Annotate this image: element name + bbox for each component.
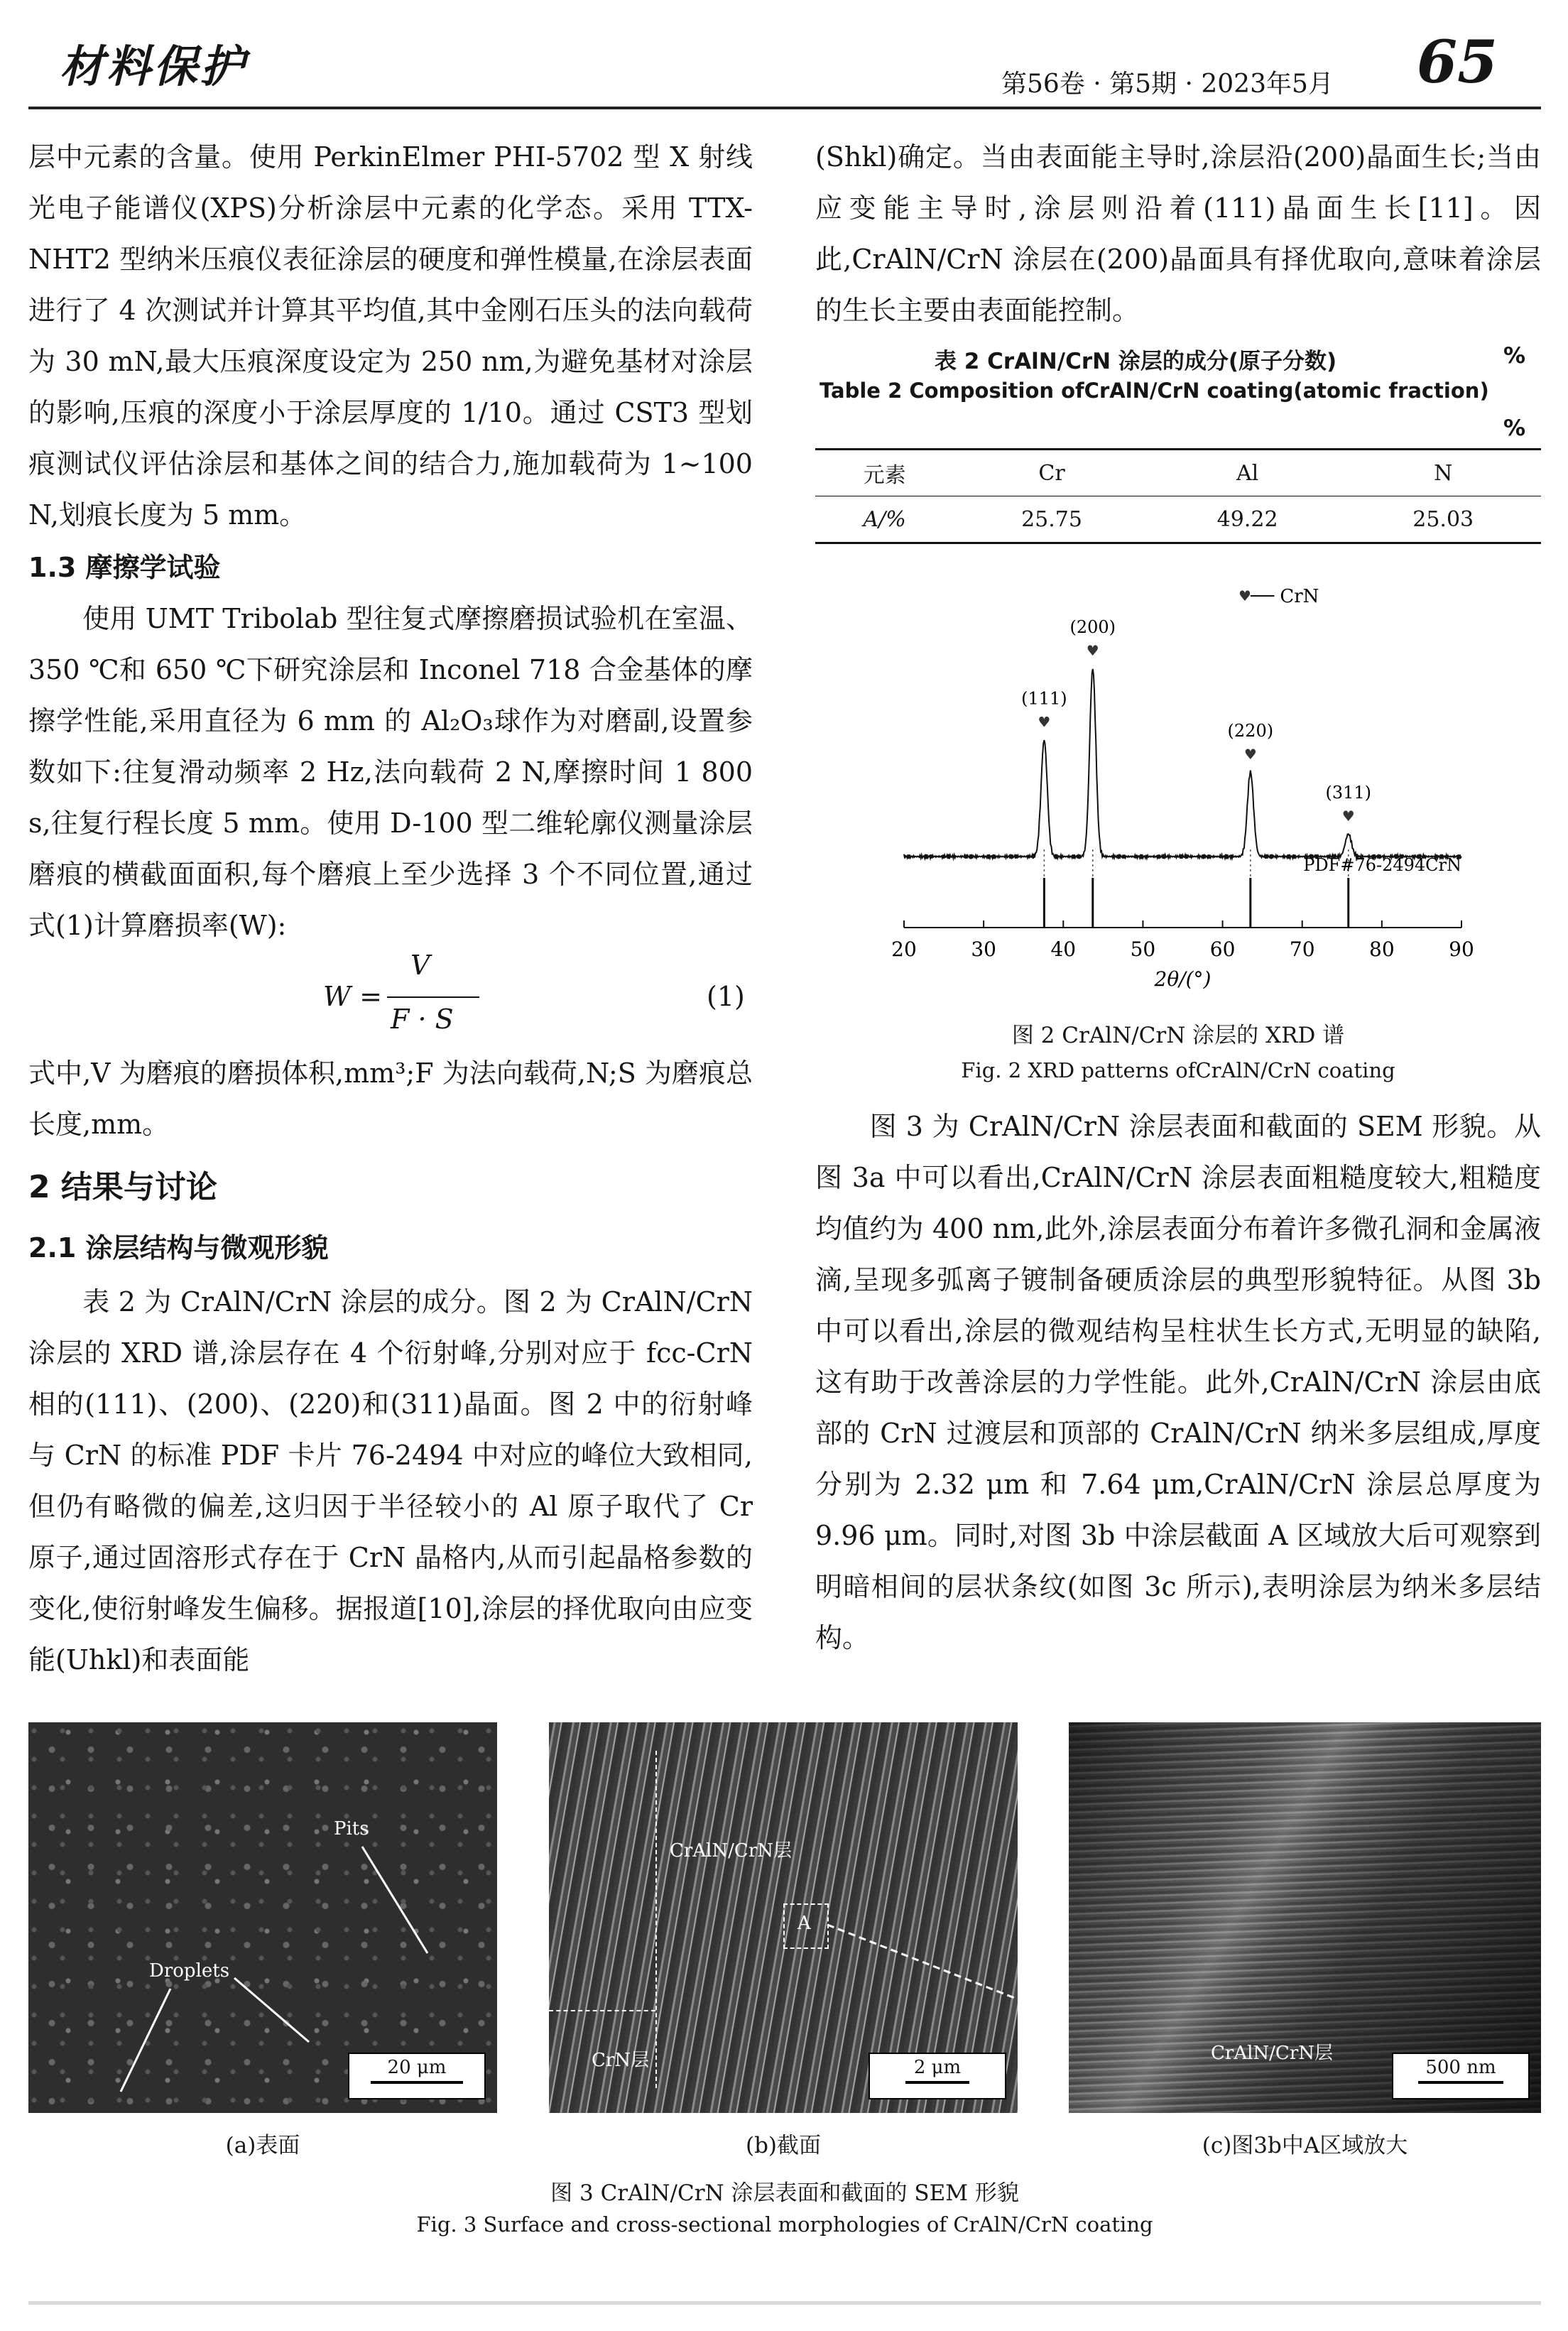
x-tick-label: 50 xyxy=(1130,938,1156,961)
region-a-label: A xyxy=(797,1913,811,1934)
legend-marker-icon: ♥ xyxy=(1238,587,1251,604)
header-rule xyxy=(28,107,1541,109)
table-cell: 25.03 xyxy=(1412,506,1474,532)
x-tick-label: 30 xyxy=(971,938,996,961)
table-header: 元素 xyxy=(863,463,906,488)
eq-fraction-bar xyxy=(387,996,479,998)
table-title-cn: 表 2 CrAlN/CrN 涂层的成分(原子分数) xyxy=(935,349,1337,374)
x-tick-label: 60 xyxy=(1209,938,1236,961)
scale-label: 2 μm xyxy=(913,2057,962,2078)
figure-2-caption-cn: 图 2 CrAlN/CrN 涂层的 XRD 谱 xyxy=(1011,1023,1345,1048)
issue-info: 第56卷 · 第5期 · 2023年5月 xyxy=(1001,70,1334,99)
coating-arrow-line xyxy=(655,1751,657,2088)
section-title-2: 2 结果与讨论 xyxy=(28,1169,217,1205)
scale-line xyxy=(1418,2081,1503,2084)
x-tick-label: 20 xyxy=(891,938,917,961)
figure-3-caption-en: Fig. 3 Surface and cross-sectional morphologies of CrAlN/CrN coating xyxy=(416,2212,1153,2237)
scale-bar xyxy=(1392,2053,1530,2099)
peak-marker-icon: ♥ xyxy=(1038,713,1051,731)
crn-layer-label: CrN层 xyxy=(592,2050,650,2071)
table-header: N xyxy=(1434,460,1453,486)
table-2 xyxy=(815,343,1541,544)
composition-table xyxy=(815,450,1541,542)
x-tick-label: 80 xyxy=(1369,938,1395,961)
eq-numerator: V xyxy=(410,950,430,981)
scale-label: 500 nm xyxy=(1425,2057,1496,2078)
scale-label: 20 μm xyxy=(387,2057,447,2078)
paragraph: 使用 UMT Tribolab 型往复式摩擦磨损试验机在室温、350 ℃和 650 ℃下研究涂层和 Inconel 718 合金基体的摩擦学性能,采用直径为 6 mm 的 Al₂O₃球作为对磨副,设置参数如下:往复滑动频率 2 Hz,法向载荷 2 N,摩擦时间 1 800 s,往复行程长度 5 mm。使用 D-100 型二维轮廓仪测量涂层磨痕的横截面面积,每个磨痕上至少选择 3 个不同位置,通过式(1)计算磨损率(W): xyxy=(28,603,753,941)
scale-line xyxy=(905,2081,969,2084)
table-unit-en: % xyxy=(1503,415,1525,441)
pits-label: Pits xyxy=(334,1818,369,1840)
right-column xyxy=(815,131,1541,1663)
table-cell: 25.75 xyxy=(1021,506,1082,532)
paragraph: 层中元素的含量。使用 PerkinElmer PHI-5702 型 X 射线光电子能谱仪(XPS)分析涂层中元素的化学态。采用 TTX-NHT2 型纳米压痕仪表征涂层的硬度和弹性模量,在涂层表面进行了 4 次测试并计算其平均值,其中金刚石压头的法向载荷为 30 mN,最大压痕深度设定为 250 nm,为避免基材对涂层的影响,压痕的深度小于涂层厚度的 1/10。通过 CST3 型划痕测试仪评估涂层和基体之间的结合力,施加载荷为 1~100 N,划痕长度为 5 mm。 xyxy=(28,141,753,531)
x-tick-label: 90 xyxy=(1449,938,1474,961)
interface-line xyxy=(549,2010,655,2011)
paragraph: 图 3 为 CrAlN/CrN 涂层表面和截面的 SEM 形貌。从图 3a 中可以看出,CrAlN/CrN 涂层表面粗糙度较大,粗糙度均值约为 400 nm,此外,涂层表面分布着许多微孔洞和金属液滴,呈现多弧离子镀制备硬质涂层的典型形貌特征。从图 3b 中可以看出,涂层的微观结构呈柱状生长方式,无明显的缺陷,这有助于改善涂层的力学性能。此外,CrAlN/CrN 涂层由底部的 CrN 过渡层和顶部的 CrAlN/CrN 纳米多层组成,厚度分别为 2.32 μm 和 7.64 μm,CrAlN/CrN 涂层总厚度为 9.96 μm。同时,对图 3b 中涂层截面 A 区域放大后可观察到明暗相间的层状条纹(如图 3c 所示),表明涂层为纳米多层结构。 xyxy=(815,1111,1541,1653)
section-title-1-3: 1.3 摩擦学试验 xyxy=(28,552,221,583)
peak-label: (200) xyxy=(1069,617,1116,637)
figure-3c-caption: (c)图3b中A区域放大 xyxy=(1202,2133,1408,2158)
table-header: Cr xyxy=(1038,460,1065,486)
paragraph: 式中,V 为磨痕的磨损体积,mm³;F 为法向载荷,N;S 为磨痕总长度,mm。 xyxy=(28,1058,753,1140)
peak-label: (311) xyxy=(1325,783,1372,803)
journal-logo: 材料保护 xyxy=(60,40,248,92)
paragraph: 表 2 为 CrAlN/CrN 涂层的成分。图 2 为 CrAlN/CrN 涂层的 XRD 谱,涂层存在 4 个衍射峰,分别对应于 fcc-CrN 相的(111)、(200)、(220)和(311)晶面。图 2 中的衍射峰与 CrN 的标准 PDF 卡片 76-2494 中对应的峰位大致相同,但仍有略微的偏差,这归因于半径较小的 Al 原子取代了 Cr 原子,通过固溶形式存在于 CrN 晶格内,从而引起晶格参数的变化,使衍射峰发生偏移。据报道[10],涂层的择优取向由应变能(Uhkl)和表面能 xyxy=(28,1286,753,1675)
xrd-pattern-line xyxy=(904,669,1461,859)
sem-image-surface xyxy=(28,1722,497,2113)
figure-3a-caption: (a)表面 xyxy=(225,2133,300,2158)
eq-lhs: W = xyxy=(323,981,382,1012)
zoom-layer-label: CrAlN/CrN层 xyxy=(1211,2043,1333,2064)
peak-marker-icon: ♥ xyxy=(1086,642,1099,659)
peak-label: (220) xyxy=(1227,720,1274,741)
eq-denominator: F · S xyxy=(391,1004,454,1035)
footer-rule xyxy=(28,2301,1541,2305)
table-header: Al xyxy=(1236,460,1259,486)
figure-3-caption-cn: 图 3 CrAlN/CrN 涂层表面和截面的 SEM 形貌 xyxy=(550,2180,1019,2206)
section-title-2-1: 2.1 涂层结构与微观形貌 xyxy=(28,1232,329,1264)
eq-number: (1) xyxy=(707,981,745,1012)
peak-label: (111) xyxy=(1021,688,1067,709)
scale-line xyxy=(371,2081,463,2084)
xrd-chart xyxy=(815,558,1541,1013)
x-axis-label: 2θ/(°) xyxy=(1154,967,1212,991)
table-unit: % xyxy=(1503,343,1525,369)
peak-marker-icon: ♥ xyxy=(1243,745,1257,763)
x-tick-label: 40 xyxy=(1050,938,1077,961)
droplets-label: Droplets xyxy=(149,1960,230,1982)
paragraph: (Shkl)确定。当由表面能主导时,涂层沿(200)晶面生长;当由应变能主导时,涂层则沿着(111)晶面生长[11]。因此,CrAlN/CrN 涂层在(200)晶面具有择优取向,意味着涂层的生长主要由表面能控制。 xyxy=(815,141,1541,326)
peak-marker-icon: ♥ xyxy=(1341,808,1355,825)
legend-label: CrN xyxy=(1280,586,1319,607)
scale-bar xyxy=(348,2053,486,2099)
equation-1 xyxy=(28,950,753,1048)
sem-image-zoom xyxy=(1069,1722,1541,2113)
table-cell: A/% xyxy=(863,506,906,532)
crALN-layer-label: CrAlN/CrN层 xyxy=(670,1840,792,1862)
figure-2-caption-en: Fig. 2 XRD patterns ofCrAlN/CrN coating xyxy=(961,1058,1395,1082)
x-tick-label: 70 xyxy=(1289,938,1315,961)
table-title-en: Table 2 Composition ofCrAlN/CrN coating(atomic fraction) xyxy=(820,379,1489,403)
left-column xyxy=(28,131,753,1685)
reference-label: PDF#76-2494CrN xyxy=(1303,855,1461,875)
table-cell: 49.22 xyxy=(1216,506,1278,532)
page-number: 65 xyxy=(1417,28,1498,97)
xrd-chart-svg xyxy=(815,558,1541,1013)
figure-3b-caption: (b)截面 xyxy=(745,2133,822,2158)
